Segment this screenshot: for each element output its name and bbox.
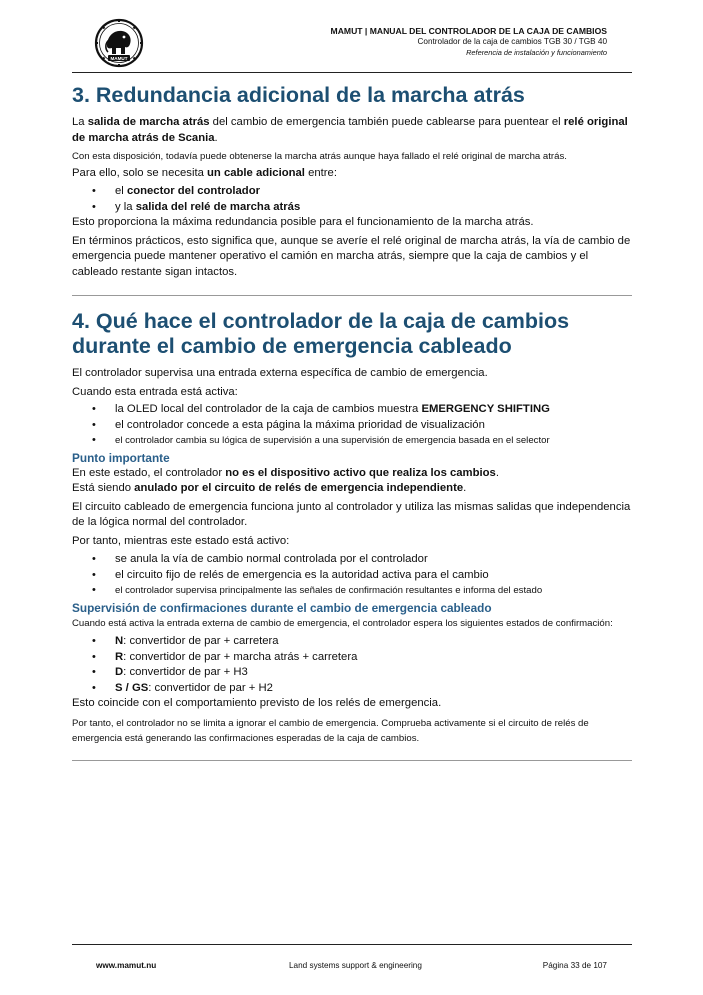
section-4-paragraph-3: El circuito cableado de emergencia funciona junto al controlador y utiliza las mismas salidas que independencia de la lógica normal del controlador. [72, 500, 631, 528]
bullet-icon: • [92, 666, 96, 678]
footer-website: www.mamut.nu [96, 961, 157, 970]
bullet-icon: • [92, 635, 96, 647]
important-point-heading: Punto importante [72, 450, 170, 465]
list-item: • se anula la vía de cambio normal controlada por el controlador [72, 552, 632, 568]
important-point-line-2: Está siendo anulado por el circuito de relés de emergencia independiente. [72, 482, 467, 494]
document-reference: Referencia de instalación y funcionamiento [466, 47, 607, 57]
section-4-paragraph-1: El controlador supervisa una entrada externa específica de cambio de emergencia. [72, 367, 488, 379]
list-item: • y la salida del relé de marcha atrás [72, 200, 632, 216]
svg-text:MAMUT: MAMUT [110, 55, 128, 61]
section-3-paragraph-1: La salida de marcha atrás del cambio de emergencia también puede cablearse para puentear el relé original de marcha atrás de Scania. [72, 116, 628, 144]
list-item: • el controlador concede a esta página la máxima prioridad de visualización [72, 418, 632, 434]
bullet-icon: • [92, 185, 96, 197]
section-3-paragraph-3: Para ello, solo se necesita un cable adicional entre: [72, 166, 337, 179]
bullet-icon: • [92, 553, 96, 565]
supervision-heading: Supervisión de confirmaciones durante el cambio de emergencia cableado [72, 600, 492, 615]
bullet-icon: • [92, 403, 96, 415]
section-3-bullet-list [72, 184, 632, 215]
document-title: MAMUT | MANUAL DEL CONTROLADOR DE LA CAJA DE CAMBIOS [330, 26, 607, 36]
bullet-icon: • [92, 434, 96, 446]
bullet-icon: • [92, 681, 96, 694]
important-point-line-1: En este estado, el controlador no es el dispositivo activo que realiza los cambios. [72, 466, 499, 479]
section-divider-1 [72, 295, 632, 296]
section-4-paragraph-6: Esto coincide con el comportamiento previsto de los relés de emergencia. [72, 697, 442, 709]
section-3-paragraph-5: En términos prácticos, esto significa que, aunque se averíe el relé original de marcha atrás, la vía de cambio de emergencia puede mantener operativo el camión en marcha atrás, siempre que la caja de cambios y el cableado restante sigan intactos. [72, 234, 631, 278]
header-divider [72, 72, 632, 73]
footer-divider [72, 944, 632, 945]
section-4-paragraph-7: Por tanto, el controlador no se limita a ignorar el cambio de emergencia. Comprueba activamente si el circuito de relés de emergencia está generando las confirmaciones esperadas de la caja de cambios. [72, 717, 589, 744]
section-4-paragraph-5: Cuando está activa la entrada externa de cambio de emergencia, el controlador espera los siguientes estados de confirmación: [72, 617, 613, 629]
bullet-icon: • [92, 200, 96, 213]
list-item: • R: convertidor de par + marcha atrás + carretera [72, 650, 632, 666]
section-4-paragraph-4: Por tanto, mientras este estado está activo: [72, 534, 290, 547]
list-item: • el circuito fijo de relés de emergencia es la autoridad activa para el cambio [72, 568, 632, 584]
section-3-heading: 3. Redundancia adicional de la marcha atrás [72, 83, 525, 107]
section-4-bullet-list-2 [72, 552, 632, 599]
document-subtitle: Controlador de la caja de cambios TGB 30 / TGB 40 [417, 37, 607, 46]
page-header [72, 14, 632, 72]
page-content [72, 82, 632, 761]
footer-page-number: Página 33 de 107 [542, 961, 607, 970]
mamut-logo [94, 18, 144, 68]
list-item: • D: convertidor de par + H3 [72, 665, 632, 681]
section-3-paragraph-2: Con esta disposición, todavía puede obtenerse la marcha atrás aunque haya fallado el relé original de marcha atrás. [72, 151, 567, 162]
bullet-icon: • [92, 568, 96, 581]
list-item: • S / GS: convertidor de par + H2 [72, 681, 632, 697]
bullet-icon: • [92, 418, 96, 431]
section-4-heading: 4. Qué hace el controlador de la caja de cambios durante el cambio de emergencia cableado [72, 309, 570, 358]
confirmation-states-list [72, 634, 632, 696]
list-item: • N: convertidor de par + carretera [72, 634, 632, 650]
list-item: • el conector del controlador [72, 184, 632, 200]
bullet-icon: • [92, 584, 96, 596]
section-4-paragraph-2: Cuando esta entrada está activa: [72, 385, 238, 398]
list-item: • la OLED local del controlador de la caja de cambios muestra EMERGENCY SHIFTING [72, 402, 632, 418]
page-footer [72, 954, 632, 974]
section-3-paragraph-4: Esto proporciona la máxima redundancia posible para el funcionamiento de la marcha atrás. [72, 216, 534, 228]
footer-tagline: Land systems support & engineering [289, 961, 422, 970]
list-item: • el controlador supervisa principalmente las señales de confirmación resultantes e informa del estado [72, 583, 632, 599]
section-4-bullet-list-1 [72, 402, 632, 449]
bullet-icon: • [92, 650, 96, 663]
list-item: • el controlador cambia su lógica de supervisión a una supervisión de emergencia basada en el selector [72, 433, 632, 449]
section-divider-2 [72, 760, 632, 761]
